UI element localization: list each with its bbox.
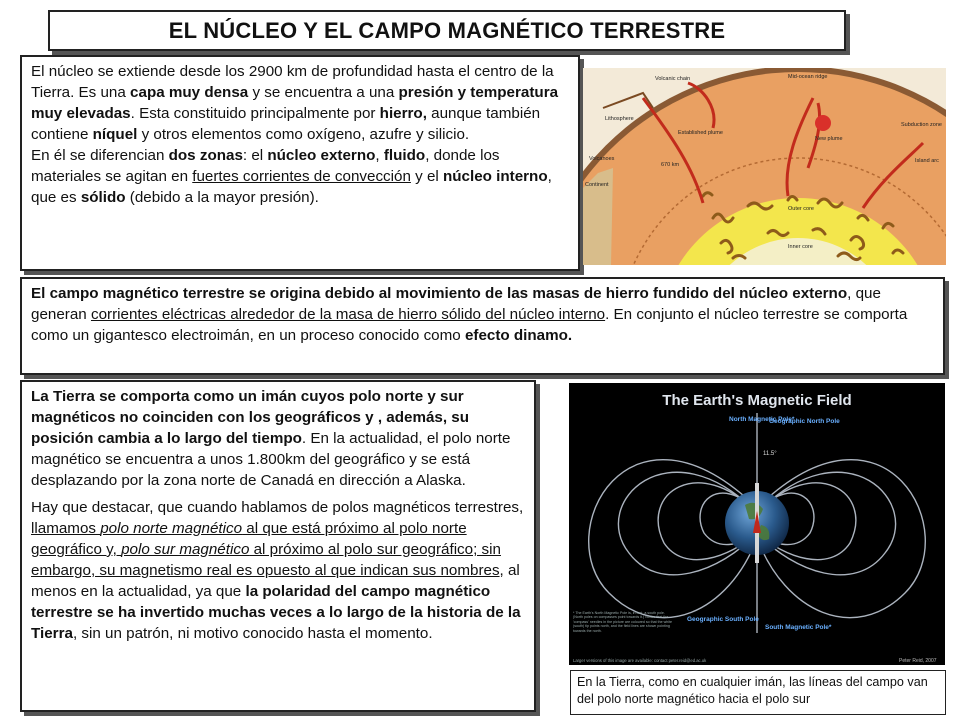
label-established-plume: Established plume xyxy=(678,130,723,136)
label-continent: Continent xyxy=(585,182,609,188)
label-mid-ocean-ridge: Mid-ocean ridge xyxy=(788,74,828,80)
label-outer-core: Outer core xyxy=(788,206,814,212)
figure-title: The Earth's Magnetic Field xyxy=(662,392,852,409)
label-island-arc: Island arc xyxy=(915,158,939,164)
figure-caption: En la Tierra, como en cualquier imán, las líneas del campo van del polo norte magnético hacia el polo sur xyxy=(570,670,946,715)
magnetic-poles-panel: La Tierra se comporta como un imán cuyos polo norte y sur magnéticos no coinciden con los geográficos y , además, su posición cambia a lo largo del tiempo. En la actualidad, el polo norte magnético se encuentra a unos 1.800km del geográfico y se está desplazando por la zona norte de Canadá en dirección a Alaska. Hay que destacar, que cuando hablamos de polos magnéticos terrestres, llamamos polo norte magnético al que está próximo al polo norte geográfico y, polo sur magnético al próximo al polo sur geográfico; sin embargo, su magnetismo real es opuesto al que indican sus nombres, al menos en la actualidad, ya que la polaridad del campo magnético terrestre se ha invertido muchas veces a lo largo de la historia de la Tierra, sin un patrón, ni motivo conocido hasta el momento. xyxy=(20,380,536,712)
geographic-north-pole-label: Geographic North Pole xyxy=(769,418,840,425)
label-subduction-zone: Subduction zone xyxy=(901,122,942,128)
new-plume-head xyxy=(815,115,831,131)
earth-interior-diagram xyxy=(583,68,946,265)
label-depth: 670 km xyxy=(661,162,680,168)
angle-label: 11.5° xyxy=(763,451,777,457)
south-magnetic-pole-label: South Magnetic Pole* xyxy=(765,624,832,631)
label-inner-core: Inner core xyxy=(788,244,813,250)
magnetic-field-origin-panel: El campo magnético terrestre se origina debido al movimiento de las masas de hierro fundido del núcleo externo, que generan corrientes eléctricas alrededor de la masa de hierro sólido del núcleo interno. En conjunto el núcleo terrestre se comporta como un gigantesco electroimán, en un proceso conocido como efecto dinamo. xyxy=(20,277,945,375)
north-magnetic-pole-label: North Magnetic Pole* xyxy=(729,416,795,423)
core-description-panel: El núcleo se extiende desde los 2900 km de profundidad hasta el centro de la Tierra. Es una capa muy densa y se encuentra a una presión y temperatura muy elevadas. Esta constituido principalmente por hierro, aunque también contiene níquel y otros elementos como oxígeno, azufre y silicio. En él se diferencian dos zonas: el núcleo externo, fluido, donde los materiales se agitan en fuertes corrientes de convección y el núcleo interno, que es sólido (debido a la mayor presión). xyxy=(20,55,580,271)
footnote-text: * The Earth's North Magnetic Pole is, in fact, a south pole. (North poles on compasses point towards it.) Notice that the 'compass' needles in the picture are coloured so that the white (south) tip points north, and the field lines are shown pointing towards the north. xyxy=(573,611,673,633)
larger-versions-note: Larger versions of this image are available: contact peter.reid@ed.ac.uk xyxy=(573,658,707,663)
geographic-south-pole-label: Geographic South Pole xyxy=(687,616,759,623)
credit-label: Peter Reid, 2007 xyxy=(899,658,937,664)
page-title: EL NÚCLEO Y EL CAMPO MAGNÉTICO TERRESTRE xyxy=(48,10,846,51)
earth-magnetic-field-image xyxy=(569,383,945,665)
label-volcanoes: Volcanoes xyxy=(589,156,615,162)
label-volcanic-chain: Volcanic chain xyxy=(655,76,691,82)
label-lithosphere: Lithosphere xyxy=(605,116,634,122)
label-new-plume: New plume xyxy=(815,136,843,142)
